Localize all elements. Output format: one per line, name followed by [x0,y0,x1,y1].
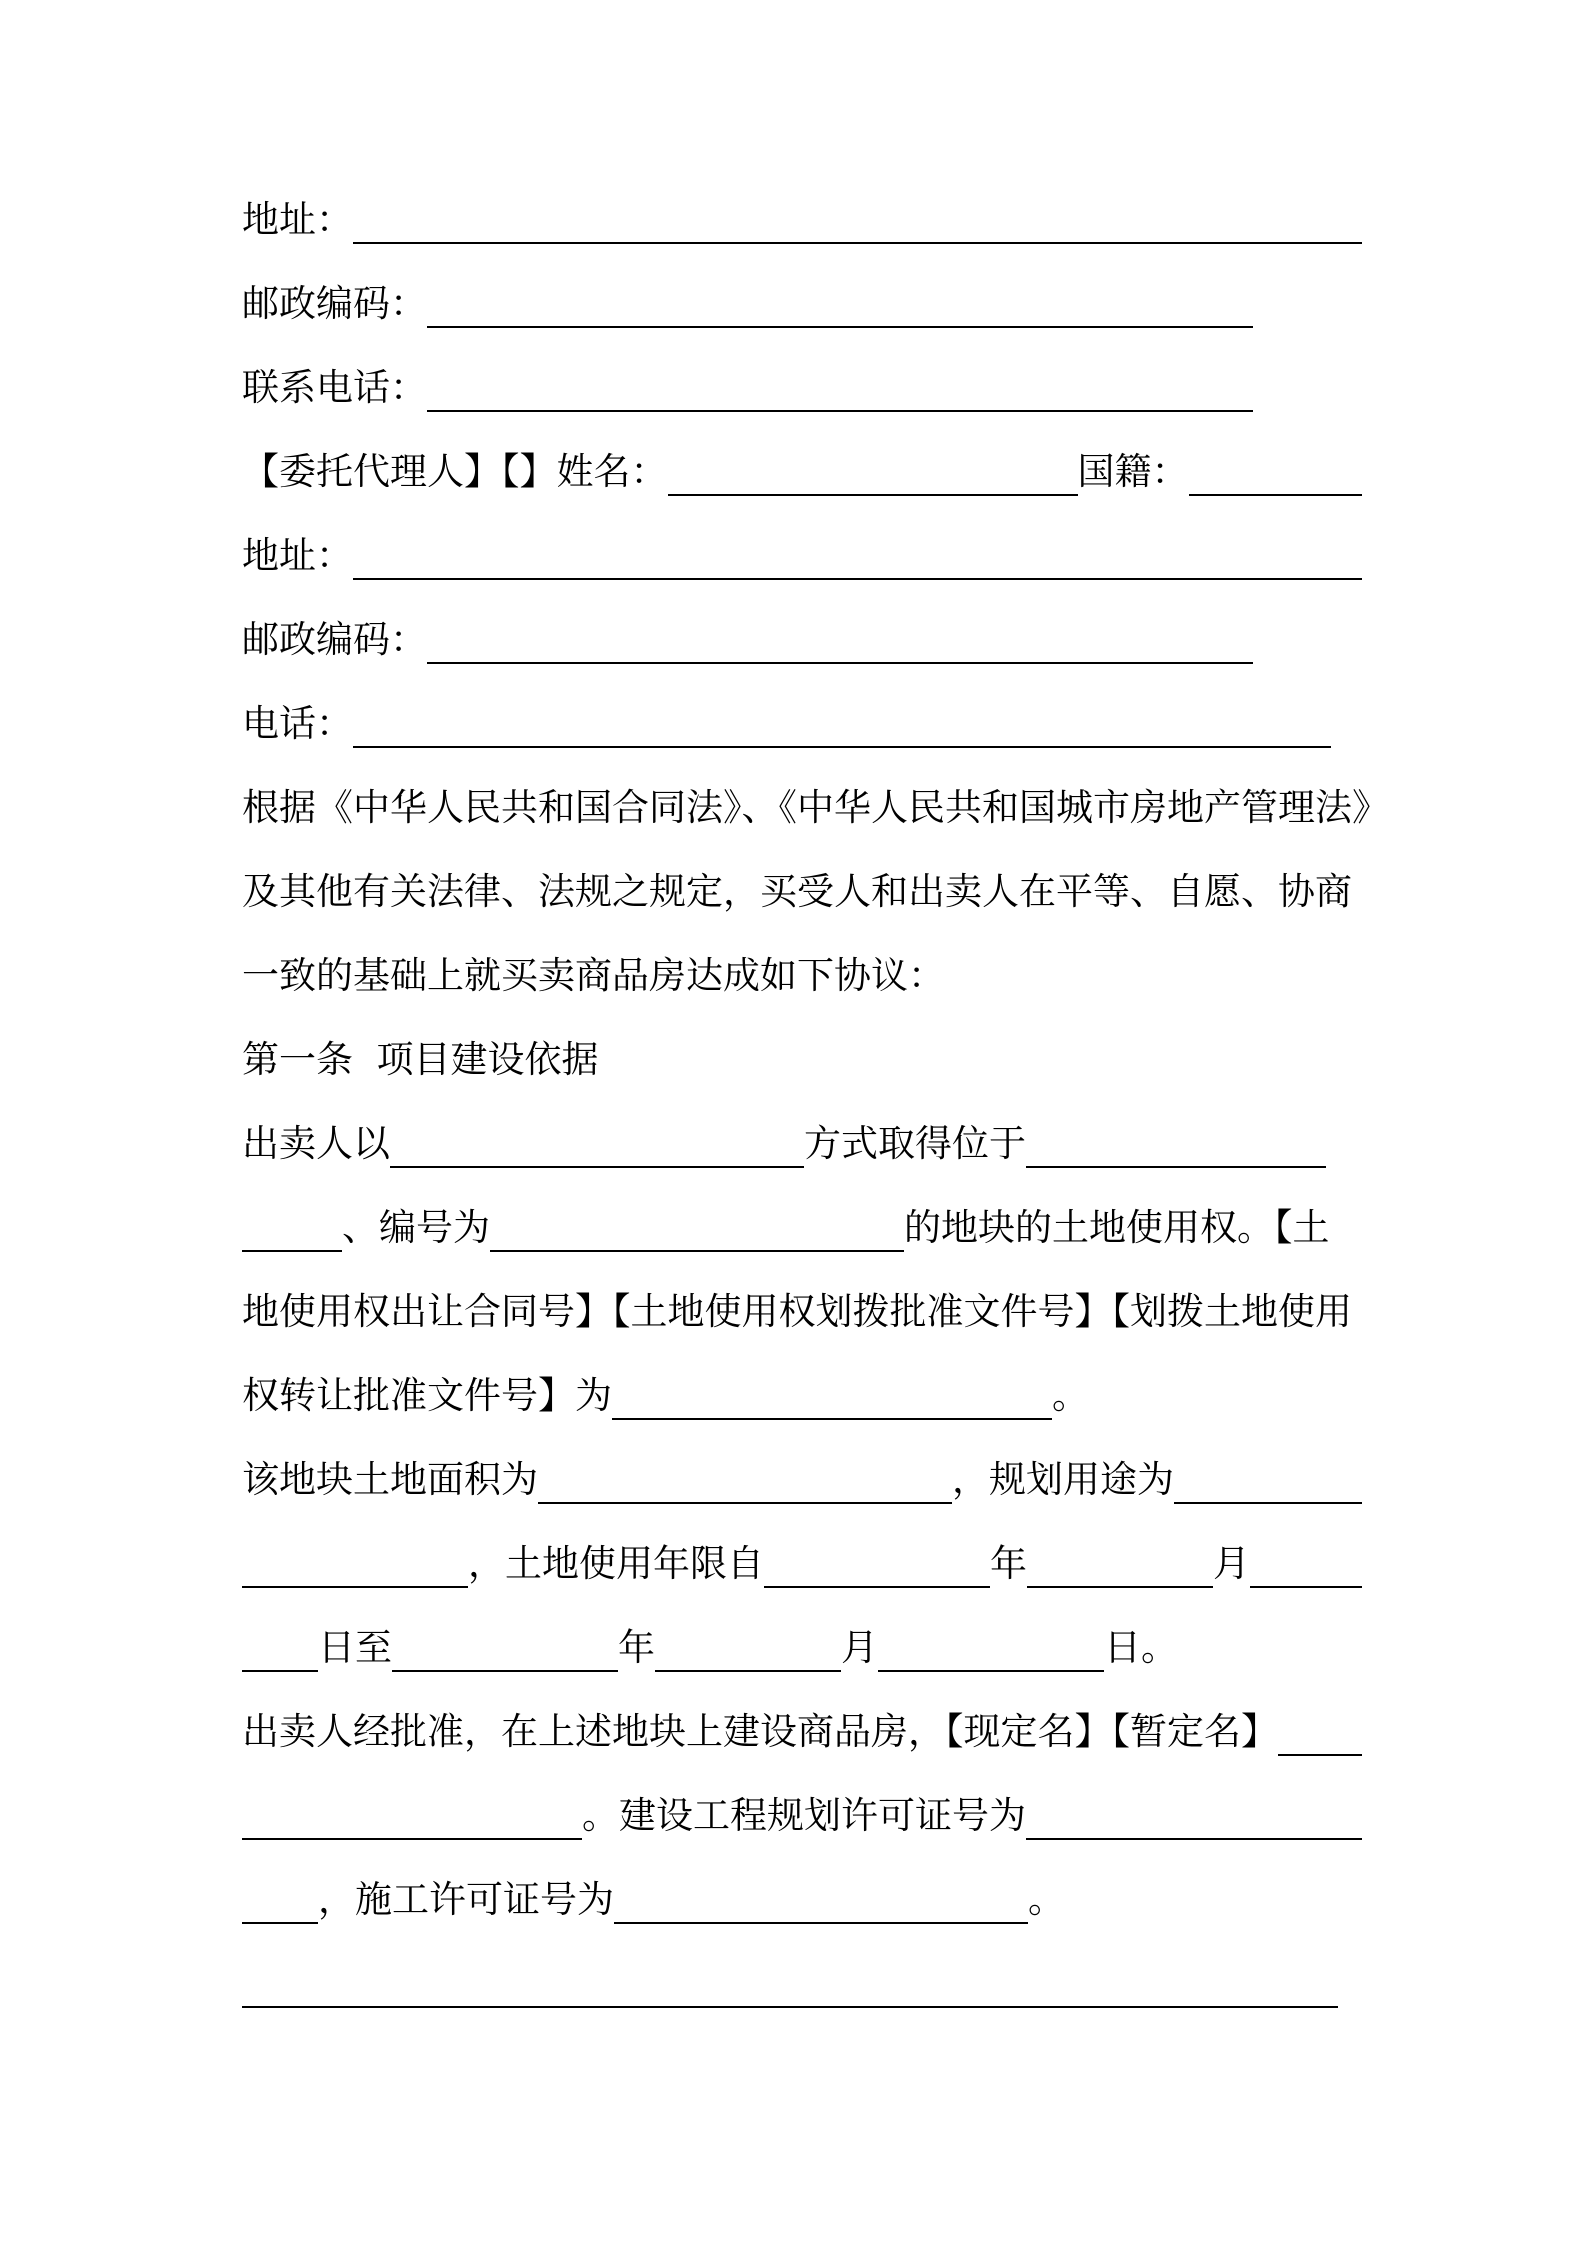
nationality-label: 国籍： [1077,450,1189,493]
start-day-blank-cont[interactable] [242,1622,318,1672]
text: 出卖人以 [242,1122,390,1165]
text: 权转让批准文件号】为 [242,1374,612,1417]
postcode-label: 邮政编码： [242,282,427,325]
preamble-line-1 [242,778,1389,838]
land-location-blank[interactable] [1026,1118,1326,1168]
preamble-text: 及其他有关法律、法规之规定，买受人和出卖人在平等、自愿、协商 [242,870,1352,913]
land-use-blank[interactable] [1174,1454,1362,1504]
acquisition-method-blank[interactable] [390,1118,804,1168]
address-label: 地址： [242,198,353,241]
phone-label: 联系电话： [242,366,427,409]
postcode-label: 邮政编码： [242,618,427,661]
text: 日至 [318,1626,392,1669]
preamble-text: 一致的基础上就买卖商品房达成如下协议： [242,954,945,997]
text: 。 [1028,1878,1065,1921]
contract-number-blank[interactable] [612,1370,1052,1420]
text: ，施工许可证号为 [318,1878,614,1921]
seller-phone-line [242,358,1362,418]
land-contract-line [242,1282,1362,1342]
project-name-blank[interactable] [1278,1706,1362,1756]
construction-permit-blank[interactable] [614,1874,1028,1924]
start-year-blank[interactable] [764,1538,990,1588]
preamble-text: 根据《中华人民共和国合同法》、《中华人民共和国城市房地产管理法》 [242,786,1389,829]
text: ，土地使用年限自 [468,1542,764,1585]
text: 月 [841,1626,878,1669]
trailing-blank[interactable] [242,1958,1338,2008]
trailing-blank-line [242,1954,1362,2014]
phone-blank[interactable] [353,698,1331,748]
text: 的地块的土地使用权。【土 [904,1206,1330,1249]
planning-permit-blank[interactable] [1026,1790,1362,1840]
agent-name-line [242,442,1362,502]
agent-phone-line [242,694,1362,754]
land-contract-number-line [242,1366,1362,1426]
land-acquisition-line [242,1114,1362,1174]
planning-permit-blank-cont[interactable] [242,1874,318,1924]
agent-postcode-line [242,610,1362,670]
start-month-blank[interactable] [1027,1538,1213,1588]
text: 年 [618,1626,655,1669]
text: 。 [1052,1374,1089,1417]
text: 出卖人经批准，在上述地块上建设商品房，【现定名】【暂定名】 [242,1710,1278,1753]
text: 、编号为 [342,1206,490,1249]
land-number-line [242,1198,1362,1258]
text: 年 [990,1542,1027,1585]
land-number-blank[interactable] [490,1202,904,1252]
preamble-line-3 [242,946,1362,1006]
construction-permit-line [242,1870,1362,1930]
phone-blank[interactable] [427,362,1253,412]
agent-address-line [242,526,1362,586]
text: 月 [1213,1542,1250,1585]
land-term-end-line [242,1618,1362,1678]
text: ，规划用途为 [952,1458,1174,1501]
land-location-blank-cont[interactable] [242,1202,342,1252]
postcode-blank[interactable] [427,278,1253,328]
project-name-blank-cont[interactable] [242,1790,582,1840]
seller-address-line [242,190,1362,250]
postcode-blank[interactable] [427,614,1253,664]
text: 日。 [1104,1626,1178,1669]
nationality-blank[interactable] [1189,446,1363,496]
preamble-line-2 [242,862,1362,922]
agent-name-blank[interactable] [668,446,1078,496]
agent-name-label: 【委托代理人】【】姓名： [242,450,668,493]
text: 该地块土地面积为 [242,1458,538,1501]
text: 。建设工程规划许可证号为 [582,1794,1026,1837]
end-month-blank[interactable] [655,1622,841,1672]
address-label: 地址： [242,534,353,577]
project-name-line [242,1702,1362,1762]
planning-permit-line [242,1786,1362,1846]
article-1-heading [242,1030,1362,1090]
land-use-blank-cont[interactable] [242,1538,468,1588]
end-day-blank[interactable] [878,1622,1104,1672]
start-day-blank[interactable] [1250,1538,1362,1588]
end-year-blank[interactable] [392,1622,618,1672]
address-blank[interactable] [353,530,1362,580]
phone-label: 电话： [242,702,353,745]
address-blank[interactable] [353,194,1362,244]
seller-postcode-line [242,274,1362,334]
land-area-blank[interactable] [538,1454,952,1504]
article-title: 第一条 项目建设依据 [242,1038,599,1081]
land-term-start-line [242,1534,1362,1594]
text: 方式取得位于 [804,1122,1026,1165]
text: 地使用权出让合同号】【土地使用权划拨批准文件号】【划拨土地使用 [242,1290,1352,1333]
land-area-line [242,1450,1362,1510]
